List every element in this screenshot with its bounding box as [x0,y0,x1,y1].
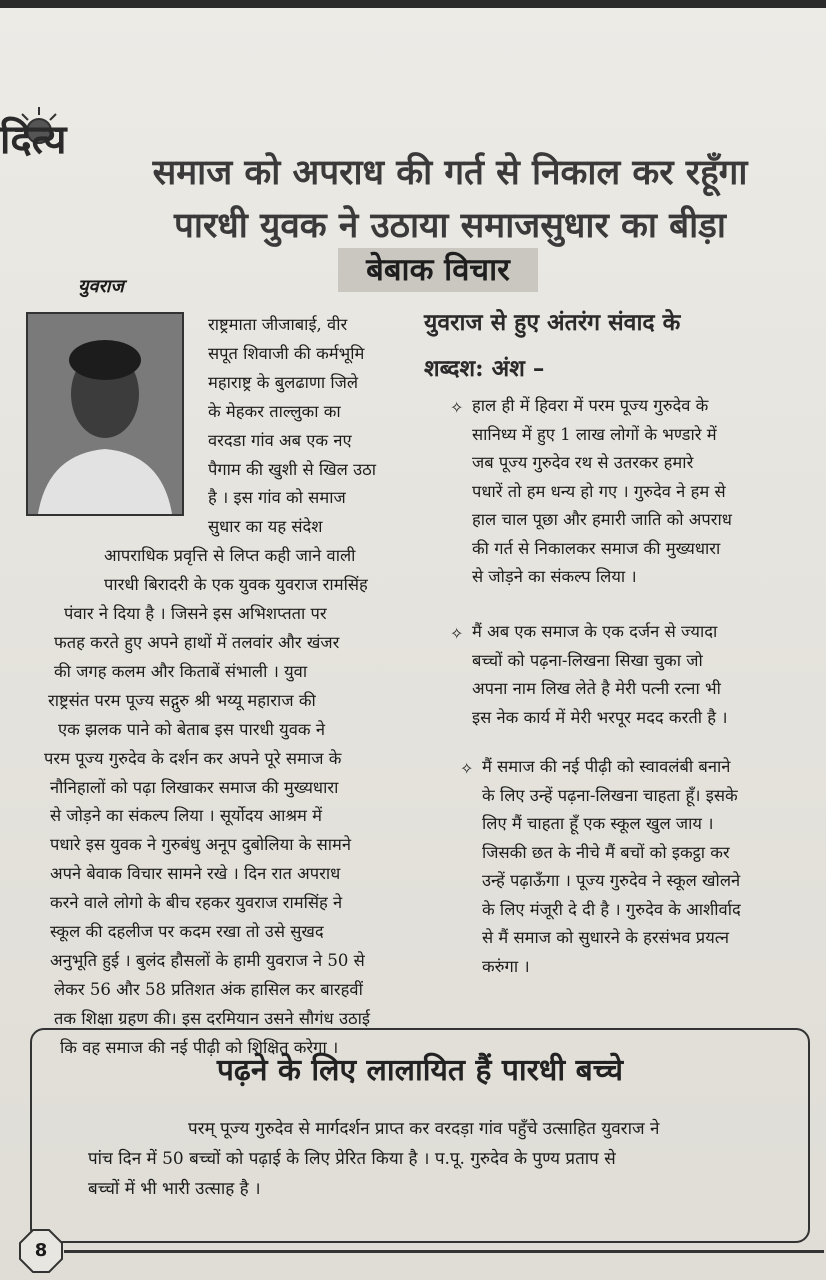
magazine-page [0,8,826,1280]
section-tag: बेबाक विचार [338,248,538,292]
text-line: महाराष्ट्र के बुलढाणा जिले [208,372,359,392]
text-line: के लिए उन्हें पढ़ना-लिखना चाहता हूँ। इसके [482,785,738,805]
text-line: जब पूज्य गुरुदेव रथ से उतरकर हमारे [472,453,694,472]
interview-heading-line-1: युवराज से हुए अंतरंग संवाद के [424,309,681,336]
magazine-logo-text: दित्य [0,116,67,163]
text-line: अनुभूति हुई । बुलंद हौसलों के हामी युवराज ने 50 से [50,950,365,970]
text-line: से मैं समाज को सुधारने के हरसंभव प्रयत्न [482,928,729,947]
text-line: पंवार ने दिया है । जिसने इस अभिशप्तता पर [64,604,327,624]
page-number: 8 [34,1240,48,1261]
text-line: आपराधिक प्रवृत्ति से लिप्त कही जाने वाली [104,546,356,566]
text-line: पधारे इस युवक ने गुरुबंधु अनूप दुबोलिया के सामने [50,835,352,855]
text-line: अपने बेवाक विचार सामने रखे । दिन रात अपराध [50,864,341,884]
interview-bullet-3 [460,753,804,981]
text-line: पारधी बिरादरी के एक युवक युवराज रामसिंह [104,575,368,595]
text-line: सानिध्य में हुए 1 लाख लोगों के भण्डारे में [472,424,717,444]
text-line: लिए मैं चाहता हूँ एक स्कूल खुल जाय । [482,814,714,833]
text-line: राष्ट्रमाता जीजाबाई, वीर [208,315,348,334]
headline-line-1: समाज को अपराध की गर्त से निकाल कर रहूँगा [152,152,748,193]
text-line: लेकर 56 और 58 प्रतिशत अंक हासिल कर बारहवीं [54,979,363,999]
text-line: से जोड़ने का संकल्प लिया । [472,567,637,586]
text-line: सुधार का यह संदेश [208,517,323,537]
text-line: हाल चाल पूछा और हमारी जाति को अपराध [472,510,732,529]
text-line: की गर्त से निकालकर समाज की मुख्यधारा [472,538,721,558]
box-text [88,1114,788,1204]
text-line: से जोड़ने का संकल्प लिया । सूर्योदय आश्रम में [50,806,323,826]
text-line: बच्चों को पढ़ना-लिखना सिखा चुका जो [472,650,703,670]
text-line: के लिए मंजूरी दे दी है । गुरुदेव के आशीर्वाद [482,899,741,919]
text-line: मैं अब एक समाज के एक दर्जन से ज्यादा [472,622,718,641]
page-number-badge [18,1228,64,1274]
bottom-rule [64,1250,824,1253]
text-line: परम् पूज्य गुरुदेव से मार्गदर्शन प्राप्त कर वरदड़ा गांव पहुँचे उत्साहित युवराज ने [188,1119,660,1139]
bullet-diamond-icon: ✧ [450,398,464,417]
left-column-text [44,311,420,1063]
interview-heading-line-2: शब्दश: अंश – [424,355,545,382]
bullet-diamond-icon: ✧ [450,624,464,643]
text-line: उन्हें पढ़ाऊँगा । पूज्य गुरुदेव ने स्कूल खोलने [482,871,741,890]
text-line: स्कूल की दहलीज पर कदम रखा तो उसे सुखद [50,922,324,942]
text-line: तक शिक्षा ग्रहण की। इस दरमियान उसने सौगंध उठाई [54,1008,370,1028]
text-line: पैगाम की खुशी से खिल उठा [208,459,376,479]
headline-line-2: पारधी युवक ने उठाया समाजसुधार का बीड़ा [174,205,726,246]
text-line: अपना नाम लिख लेते है मेरी पत्नी रत्ना भी [472,679,721,698]
text-line: है । इस गांव को समाज [208,488,346,508]
interview-heading [424,300,814,392]
text-line: की जगह कलम और किताबें संभाली । युवा [54,661,308,681]
text-line: राष्ट्रसंत परम पूज्य सद्गुरु श्री भय्यू महाराज की [48,690,316,710]
interview-bullet-2 [450,618,802,732]
text-line: पांच दिन में 50 बच्चों को पढ़ाई के लिए प्रेरित किया है । प.पू. गुरुदेव के पुण्य प्रताप से [88,1149,616,1169]
text-line: सपूत शिवाजी की कर्मभूमि [208,343,365,363]
box-title: पढ़ने के लिए लालायित हैं पारधी बच्चे [216,1053,624,1088]
text-line: नौनिहालों को पढ़ा लिखाकर समाज की मुख्यधारा [50,777,339,797]
text-line: एक झलक पाने को बेताब इस पारधी युवक ने [58,719,326,739]
text-line: मैं समाज की नई पीढ़ी को स्वावलंबी बनाने [482,757,731,776]
text-line: परम पूज्य गुरुदेव के दर्शन कर अपने पूरे समाज के [44,748,342,768]
text-line: बच्चों में भी भारी उत्साह है । [88,1179,261,1199]
text-line: फतह करते हुए अपने हाथों में तलवांर और खंजर [54,632,340,652]
bullet-diamond-icon: ✧ [460,759,474,778]
text-line: जिसकी छत के नीचे मैं बचों को इकट्ठा कर [482,842,730,862]
author-name: युवराज [78,276,124,297]
text-line: के मेहकर ताल्लुका का [208,401,341,421]
text-line: हाल ही में हिवरा में परम पूज्य गुरुदेव के [472,396,709,415]
text-line: इस नेक कार्य में मेरी भरपूर मदद करती है । [472,707,728,727]
text-line: करने वाले लोगो के बीच रहकर युवराज रामसिंह ने [50,893,343,913]
text-line: वरदडा गांव अब एक नए [208,430,352,450]
text-line: पधारें तो हम धन्य हो गए । गुरुदेव ने हम से [472,481,726,501]
interview-bullet-1 [450,392,802,592]
text-line: करुंगा । [482,956,530,976]
text-line: कि वह समाज की नई पीढ़ी को शिक्षित करेगा । [60,1037,339,1057]
